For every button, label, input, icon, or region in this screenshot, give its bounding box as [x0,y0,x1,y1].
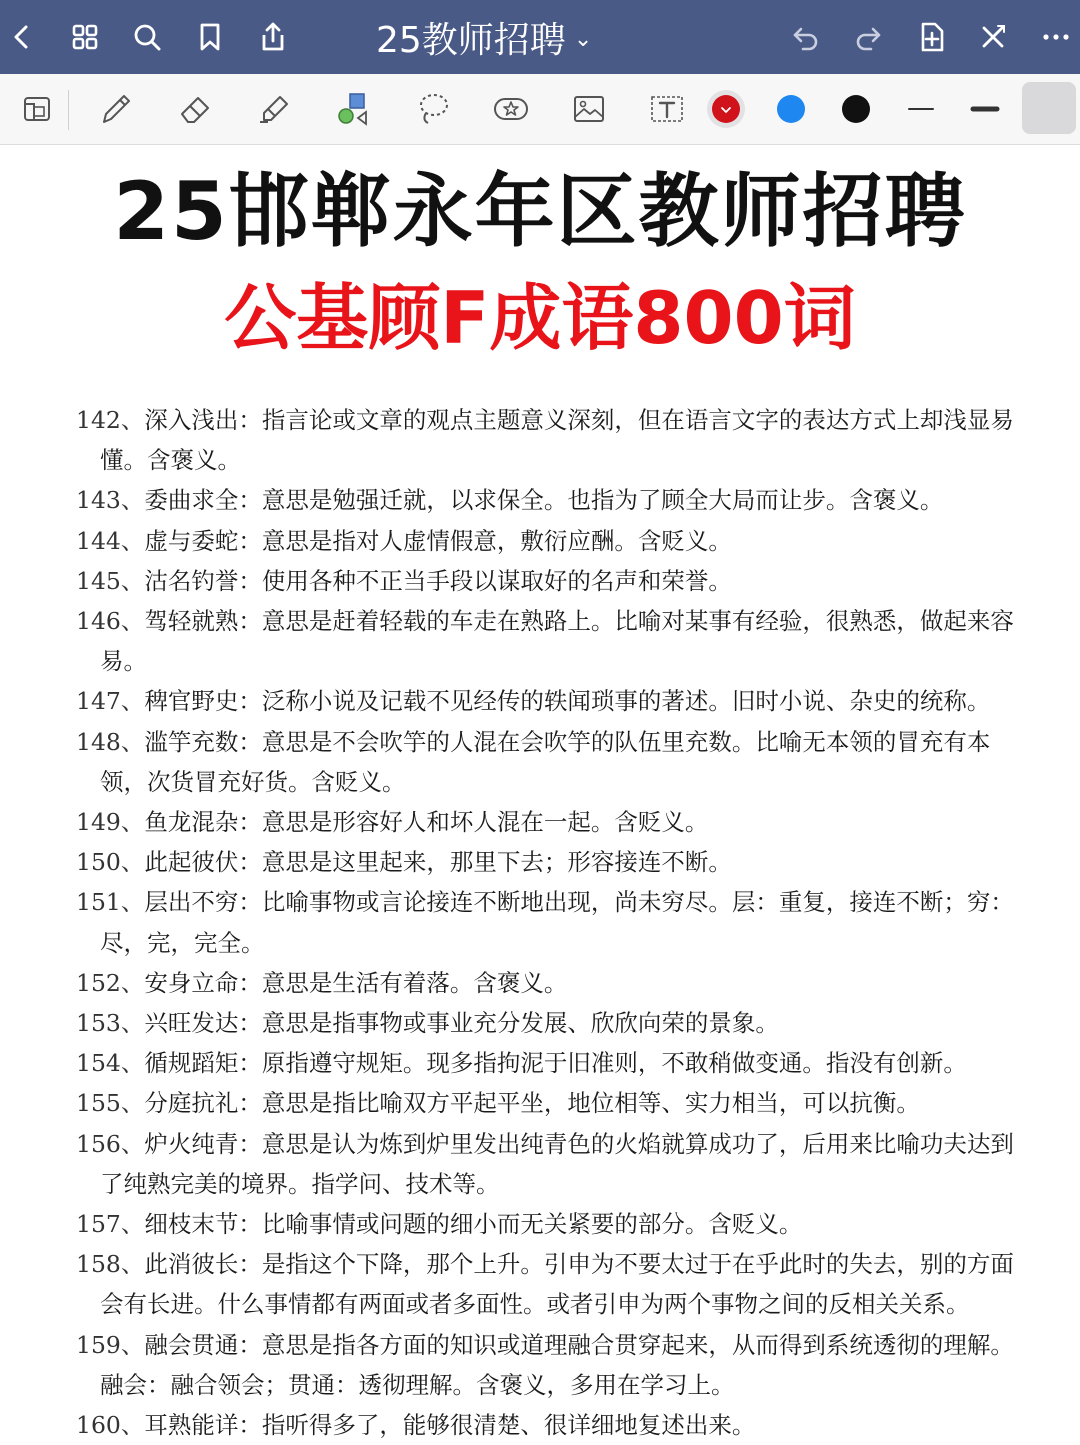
entry-definition: ：意思是指各方面的知识或道理融合贯穿起来，从而得到系统透彻的理解。融会：融合领会；贯通：透彻理解。含褒义，多用在学习上。 [100,1330,1014,1399]
add-page-icon[interactable] [912,17,952,57]
entry-idiom: 此起彼伏 [144,848,239,877]
entry-number: 143、 [76,486,145,515]
list-item [76,400,1022,480]
entry-idiom: 兴旺发达 [144,1009,239,1038]
entry-definition: ：意思是勉强迁就，以求保全。也指为了顾全大局而让步。含褒义。 [238,486,944,515]
entry-number: 154、 [76,1049,145,1078]
list-item [76,1204,1022,1244]
stroke-selected-indicator [1022,82,1076,134]
entry-definition: ：比喻事物或言论接连不断地出现，尚未穷尽。层：重复，接连不断；穷：尽，完，完全。 [100,888,1014,957]
list-item [76,882,1022,962]
entry-definition: ：使用各种不正当手段以谋取好的名声和荣誉。 [238,566,732,595]
document-title[interactable] [376,14,592,60]
entry-idiom: 细枝末节 [144,1210,239,1239]
entry-idiom: 稗官野史 [144,687,239,716]
entry-number: 149、 [76,808,145,837]
list-item [76,802,1022,842]
list-item [76,480,1022,520]
list-item [76,521,1022,561]
document-title-text: 25教师招聘 [376,19,566,61]
list-item [76,1244,1022,1324]
color-black-swatch[interactable] [833,86,879,132]
entry-idiom: 层出不穷 [144,888,239,917]
toolbar-divider [68,90,69,130]
entry-definition: ：意思是生活有着落。含褒义。 [238,968,568,997]
entry-number: 160、 [76,1411,145,1440]
entry-definition: ：指言论或文章的观点主题意义深刻，但在语言文字的表达方式上却浅显易懂。含褒义。 [100,406,1014,475]
entry-definition: ：意思是形容好人和坏人混在一起。含贬义。 [238,808,709,837]
entry-idiom: 炉火纯青 [144,1129,239,1158]
entry-number: 142、 [76,406,145,434]
entry-number: 145、 [76,566,145,595]
sticker-icon[interactable] [488,86,534,132]
entry-number: 157、 [76,1210,145,1239]
entry-number: 150、 [76,848,145,877]
entry-idiom: 深入浅出 [144,406,239,434]
entry-number: 155、 [76,1089,145,1118]
entry-number: 156、 [76,1129,145,1158]
highlighter-icon[interactable] [250,86,296,132]
entry-number: 146、 [76,607,145,636]
entry-definition: ：意思是赶着轻载的车走在熟路上。比喻对某事有经验，很熟悉，做起来容易。 [100,607,1014,676]
drawing-toolbar [0,74,1080,145]
entry-idiom: 循规蹈矩 [144,1049,239,1078]
entry-definition: ：指听得多了，能够很清楚、很详细地复述出来。 [238,1411,756,1440]
entry-definition: ：意思是指事物或事业充分发展、欣欣向荣的景象。 [238,1009,779,1038]
close-icon[interactable] [973,17,1013,57]
entry-idiom: 鱼龙混杂 [144,808,239,837]
entry-definition: ：比喻事情或问题的细小而无关紧要的部分。含贬义。 [238,1210,803,1239]
list-item [76,681,1022,721]
search-icon[interactable] [127,17,167,57]
idiom-list [76,400,1022,1445]
chevron-down-icon: ⌄ [573,26,593,52]
list-item [76,722,1022,802]
entry-number: 153、 [76,1009,145,1038]
entry-idiom: 滥竽充数 [144,727,239,756]
list-item [76,1083,1022,1123]
entry-idiom: 虚与委蛇 [144,526,239,555]
entry-idiom: 沽名钓誉 [144,566,239,595]
lasso-icon[interactable] [410,86,456,132]
list-item [76,561,1022,601]
grid-icon[interactable] [65,17,105,57]
entry-number: 158、 [76,1250,145,1279]
entry-idiom: 委曲求全 [144,486,239,515]
entry-number: 159、 [76,1330,145,1359]
more-icon[interactable] [1036,17,1076,57]
entry-definition: ：意思是指比喻双方平起平坐，地位相等、实力相当，可以抗衡。 [238,1089,920,1118]
entry-definition: ：意思是指对人虚情假意，敷衍应酬。含贬义。 [238,526,732,555]
entry-idiom: 此消彼长 [144,1250,239,1279]
entry-definition: ：泛称小说及记载不见经传的轶闻琐事的著述。旧时小说、杂史的统称。 [238,687,991,716]
page-layout-icon[interactable] [14,86,60,132]
document-subheading: 公基顾F成语800词 [224,276,856,360]
entry-idiom: 融会贯通 [144,1330,239,1359]
color-blue-swatch[interactable] [768,86,814,132]
list-item [76,1124,1022,1204]
pen-icon[interactable] [92,86,138,132]
entry-number: 151、 [76,888,145,917]
bookmark-icon[interactable] [190,17,230,57]
entry-definition: ：意思是不会吹竽的人混在会吹竽的队伍里充数。比喻无本领的冒充有本领，次货冒充好货。含贬义。 [100,727,991,796]
entry-idiom: 安身立命 [144,968,239,997]
app-top-bar [0,0,1080,74]
entry-definition: ：意思是这里起来，那里下去；形容接连不断。 [238,848,732,877]
text-box-icon[interactable] [644,86,690,132]
entry-number: 148、 [76,727,145,756]
entry-definition: ：原指遵守规矩。现多指拘泥于旧准则，不敢稍做变通。指没有创新。 [238,1049,967,1078]
back-icon[interactable] [2,17,42,57]
undo-icon[interactable] [786,17,826,57]
list-item [76,1405,1022,1445]
shapes-icon[interactable] [330,86,376,132]
list-item [76,1003,1022,1043]
entry-definition: ：是指这个下降，那个上升。引申为不要太过于在乎此时的失去，别的方面会有长进。什么事情都有两面或者多面性。或者引申为两个事物之间的反相关关系。 [100,1250,1014,1319]
stroke-thin-icon[interactable] [898,86,944,132]
list-item [76,842,1022,882]
list-item [76,1325,1022,1405]
list-item [76,1043,1022,1083]
eraser-icon[interactable] [172,86,218,132]
document-heading: 25邯郸永年区教师招聘 [113,165,967,258]
list-item [76,601,1022,681]
image-icon[interactable] [566,86,612,132]
list-item [76,963,1022,1003]
stroke-medium-icon[interactable] [962,86,1008,132]
entry-idiom: 耳熟能详 [144,1411,239,1440]
entry-definition: ：意思是认为炼到炉里发出纯青色的火焰就算成功了，后用来比喻功夫达到了纯熟完美的境界。指学问、技术等。 [100,1129,1014,1198]
entry-idiom: 驾轻就熟 [144,607,239,636]
entry-number: 152、 [76,968,145,997]
redo-icon[interactable] [848,17,888,57]
entry-number: 144、 [76,526,145,555]
share-icon[interactable] [253,17,293,57]
entry-number: 147、 [76,687,145,716]
entry-idiom: 分庭抗礼 [144,1089,239,1118]
color-red-swatch[interactable] [703,86,749,132]
